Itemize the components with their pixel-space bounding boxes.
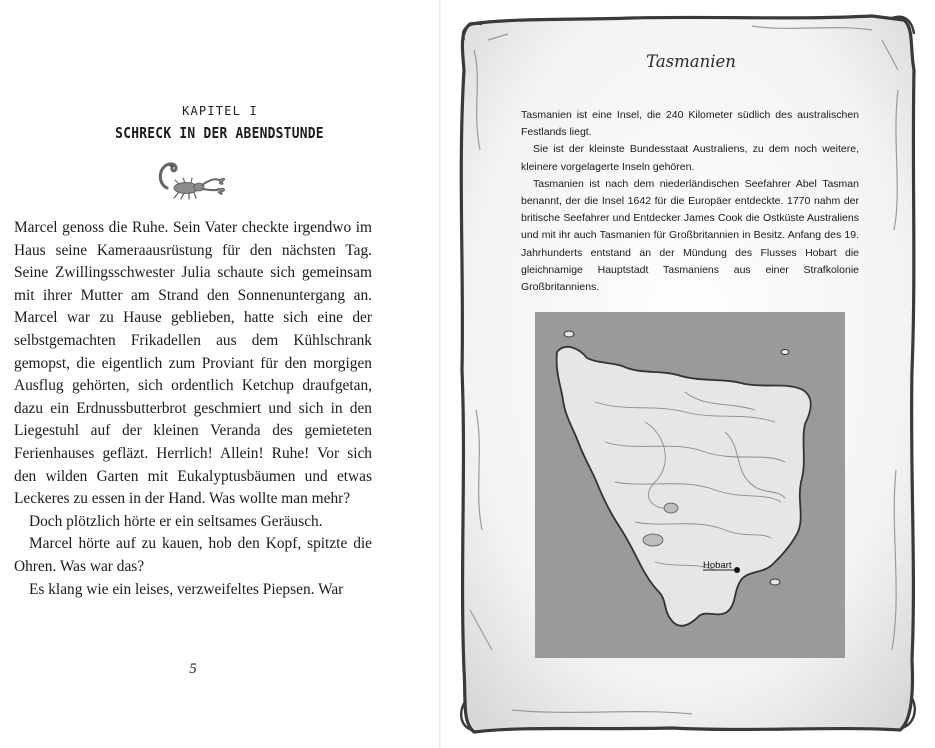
chapter-title: SCHRECK IN DER ABENDSTUNDE <box>115 124 324 142</box>
scorpion-icon <box>155 158 229 200</box>
body-paragraph: Marcel genoss die Ruhe. Sein Vater checkte irgendwo im Haus seine Kameraausrüstung für den nächsten Tag. Seine Zwillingsschwester Julia schaute sich gemeinsam mit ihrer Mutter am Strand den Sonnenuntergang an. Marcel war zu Hause geblieben, hatte sich eine der selbstgemachten Frikadellen aus dem Kühlschrank gemopst, die eigentlich zum Proviant für den morgigen Ausflug gehörten, sich ordentlich Ketchup draufgetan, dazu ein Erdnussbutterbrot geschmiert und sich in den Liegestuhl auf der kleinen Veranda des gemieteten Ferienhauses gefläzt. Herrlich! Allein! Ruhe! Vor sich den wilden Garten mit Eukalyptusbäumen und etwas Leckeres zu essen in der Hand. Was wollte man mehr? <box>14 219 372 508</box>
info-paragraph: Sie ist der kleinste Bundesstaat Australiens, zu dem noch weitere, kleinere vorgelagerte Inseln gehören. <box>521 143 859 173</box>
hobart-label: Hobart <box>703 560 732 571</box>
body-paragraph: Doch plötzlich hörte er ein seltsames Geräusch. <box>29 512 323 530</box>
info-box-text <box>521 107 859 296</box>
body-paragraph: Es klang wie ein leises, verzweifeltes Piepsen. War <box>29 580 344 598</box>
body-paragraph: Marcel hörte auf zu kauen, hob den Kopf, spitzte die Ohren. Was war das? <box>14 535 372 575</box>
info-box-title: Tasmanien <box>646 52 736 71</box>
page-number: 5 <box>189 661 197 677</box>
info-paragraph: Tasmanien ist eine Insel, die 240 Kilometer südlich des australischen Festlands liegt. <box>521 109 859 139</box>
left-page <box>0 0 440 748</box>
chapter-label: KAPITEL I <box>182 104 258 118</box>
chapter-body-text <box>14 217 372 601</box>
info-paragraph: Tasmanien ist nach dem niederländischen Seefahrer Abel Tasman benannt, der die Insel 1642 für die Europäer entdeckte. 1770 nahm der britische Seefahrer und Entdecker James Cook die Ostküste Australiens und mit ihr auch Tasmanien für Großbritannien in Besitz. Anfang des 19. Jahrhunderts entstand an der Mündung des Flusses Hobart die gleichnamige Hauptstadt Tasmaniens aus einer Strafkolonie Großbritanniens. <box>521 177 859 294</box>
tasmania-map <box>535 312 845 658</box>
hobart-dot <box>734 567 740 573</box>
